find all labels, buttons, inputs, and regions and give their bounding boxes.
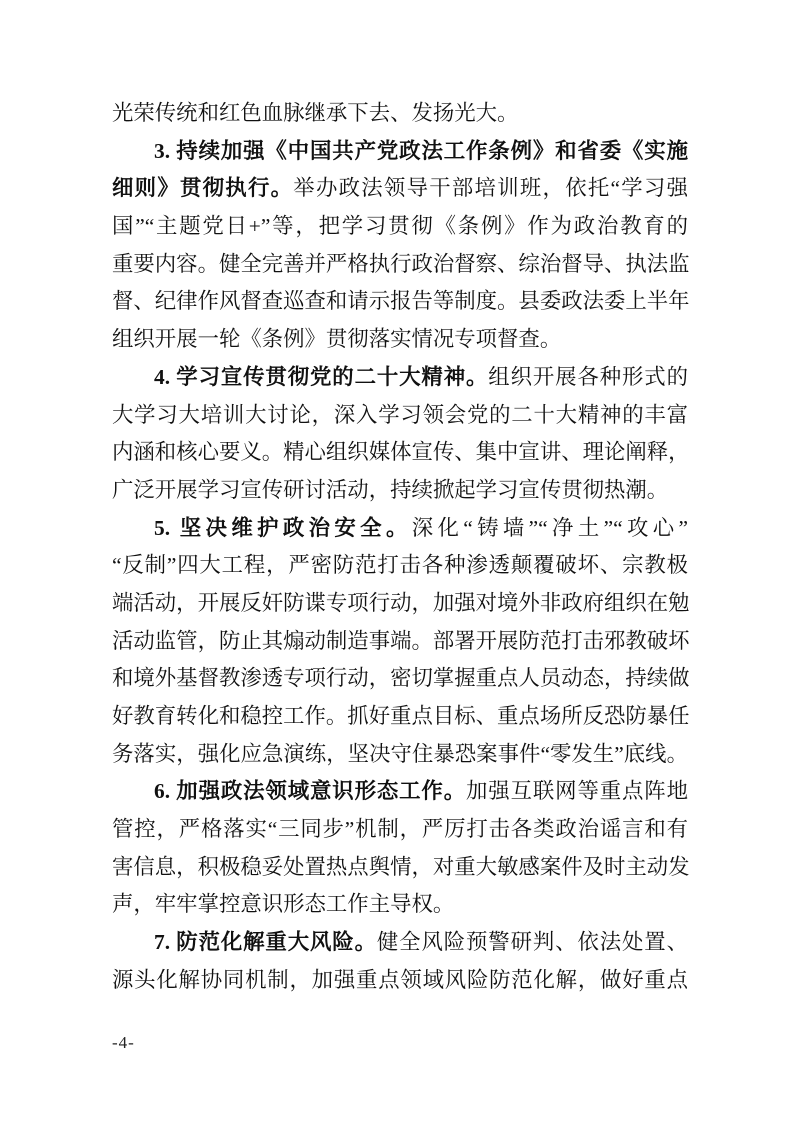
body-run: 加强互联网等重点阵地 (466, 779, 688, 804)
heading-run: 7. 防范化解重大风险。 (154, 930, 377, 955)
body-run: 声，牢牢掌控意识形态工作主导权。 (112, 892, 455, 917)
body-run: 源头化解协同机制，加强重点领域风险防范化解，做好重点 (112, 967, 688, 992)
body-run: 大学习大培训大讨论，深入学习领会党的二十大精神的丰富 (112, 402, 688, 427)
body-run: 督、纪律作风督查巡查和请示报告等制度。县委政法委上半年 (112, 289, 690, 314)
text-line (112, 962, 688, 1000)
body-run: 害信息，积极稳妥处置热点舆情，对重大敏感案件及时主动发 (112, 854, 690, 879)
heading-run: 5. 坚决维护政治安全。 (154, 515, 412, 540)
body-run: 好教育转化和稳控工作。抓好重点目标、重点场所反恐防暴任 (112, 704, 690, 728)
heading-run: 3. 持续加强《中国共产党政法工作条例》和省委《实施 (154, 138, 688, 163)
text-line (112, 585, 688, 623)
text-line (112, 811, 688, 849)
text-line (112, 547, 688, 585)
body-run: 深化“铸墙”“净土”“攻心” (411, 515, 688, 540)
section-7-heading-line (112, 924, 688, 962)
body-run: 广泛开展学习宣传研讨活动，持续掀起学习宣传贯彻热潮。 (112, 477, 669, 502)
body-run: 举办政法领导干部培训班，依托“学习强 (293, 176, 688, 201)
heading-run: 6. 加强政法领域意识形态工作。 (154, 779, 467, 804)
document-body (112, 95, 688, 1000)
body-run: 重要内容。健全完善并严格执行政治督察、综治督导、执法监 (112, 251, 690, 276)
heading-run: 细则》贯彻执行。 (112, 176, 294, 201)
body-run: 务落实，强化应急演练，坚决守住暴恐案事件“零发生”底线。 (112, 741, 688, 766)
text-line (112, 698, 688, 736)
body-run: 光荣传统和红色血脉继承下去、发扬光大。 (112, 101, 519, 125)
body-run: 组织开展各种形式的 (488, 364, 688, 389)
body-run: 端活动，开展反奸防谍专项行动，加强对境外非政府组织在勉 (112, 590, 690, 615)
body-run: 和境外基督教渗透专项行动，密切掌握重点人员动态，持续做 (112, 666, 690, 691)
page-number: -4- (112, 1033, 135, 1052)
text-line (112, 736, 688, 774)
body-run: 内涵和核心要义。精心组织媒体宣传、集中宣讲、理论阐释， (112, 440, 690, 465)
text-line (112, 660, 688, 698)
section-5-heading-line (112, 510, 688, 548)
body-run: “反制”四大工程，严密防范打击各种渗透颠覆破坏、宗教极 (112, 553, 688, 578)
section-6-heading-line (112, 773, 688, 811)
text-line (112, 397, 688, 435)
body-run: 国”“主题党日+”等，把学习贯彻《条例》作为政治教育的 (112, 214, 688, 239)
text-line (112, 283, 688, 321)
body-run: 组织开展一轮《条例》贯彻落实情况专项督查。 (112, 327, 562, 352)
section-3-heading-line (112, 133, 688, 171)
text-line (112, 623, 688, 661)
text-line (112, 321, 688, 359)
text-line (112, 886, 688, 924)
text-line (112, 208, 688, 246)
text-line (112, 472, 688, 510)
body-run: 健全风险预警研判、依法处置、 (376, 930, 688, 955)
text-line (112, 95, 688, 133)
body-run: 管控，严格落实“三同步”机制，严厉打击各类政治谣言和有 (112, 817, 688, 842)
body-run: 活动监管，防止其煽动制造事端。部署开展防范打击邪教破坏 (112, 628, 690, 653)
heading-run: 4. 学习宣传贯彻党的二十大精神。 (154, 364, 489, 389)
text-line (112, 849, 688, 887)
section-4-heading-line (112, 359, 688, 397)
text-line (112, 246, 688, 284)
text-line (112, 434, 688, 472)
text-line (112, 170, 688, 208)
